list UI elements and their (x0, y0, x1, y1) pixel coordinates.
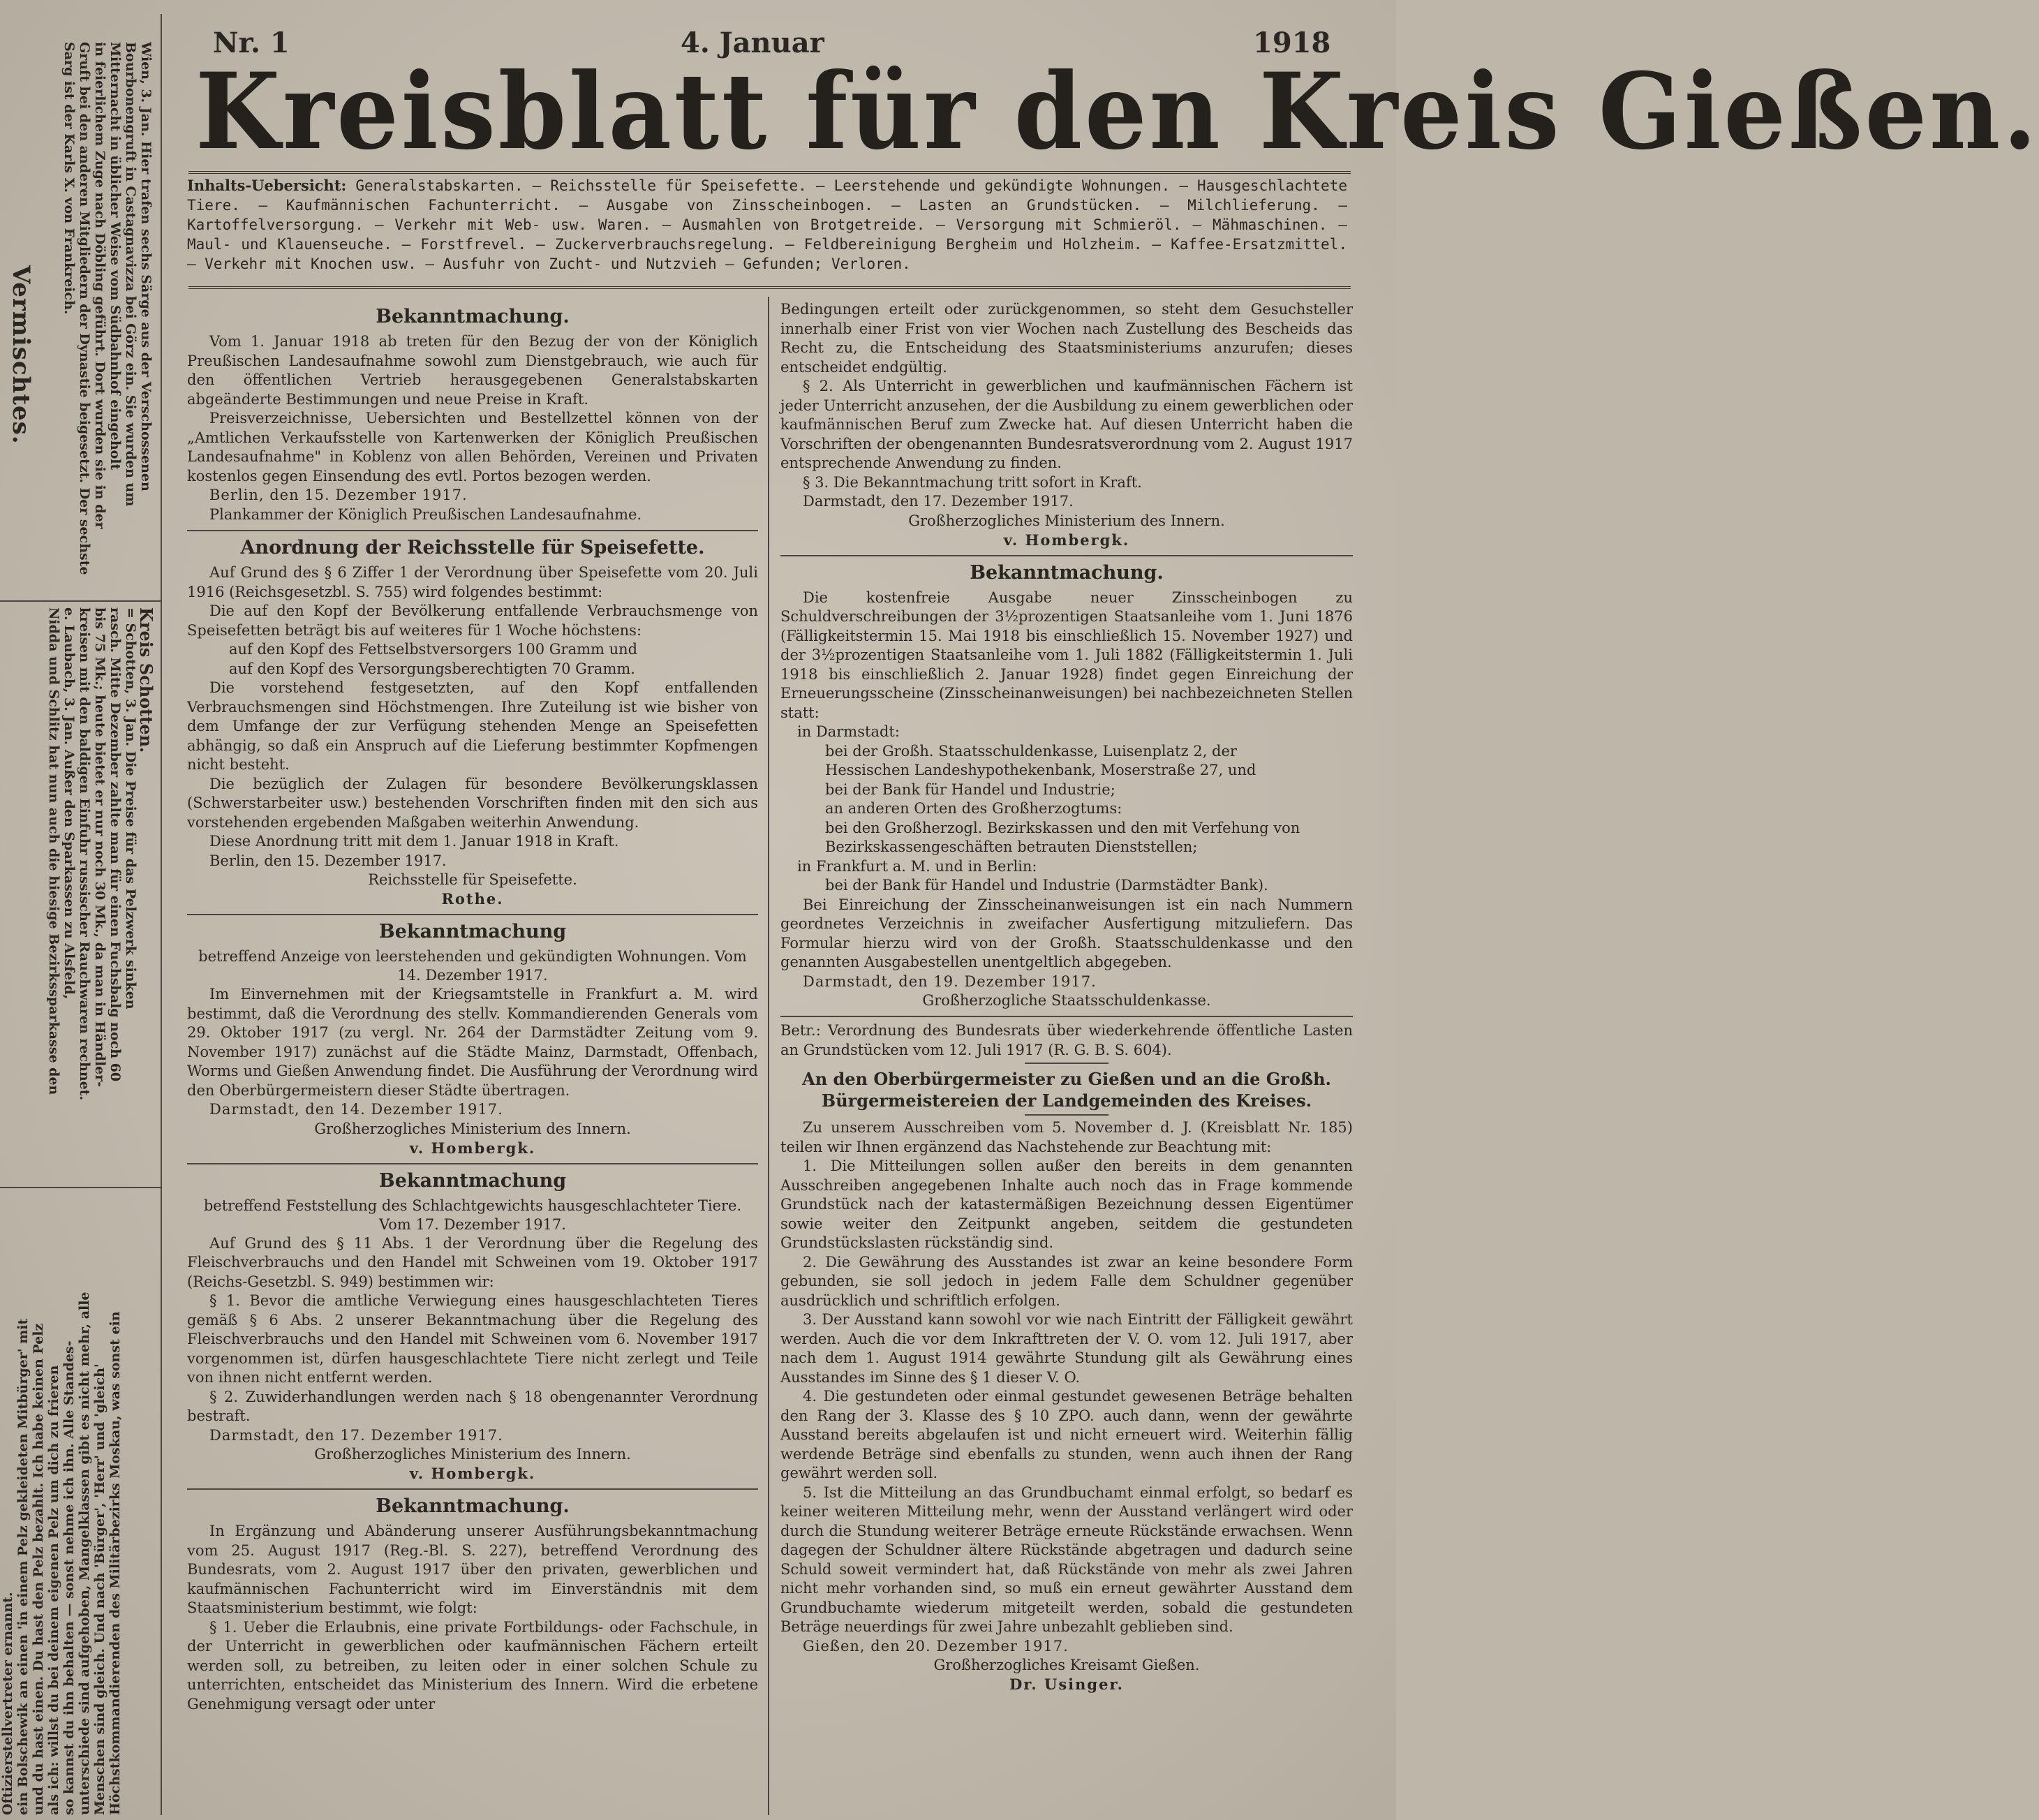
list-line: bei der Bank für Handel und Industrie (Darmstädter Bank). (825, 877, 1268, 894)
notice-speisefette (187, 535, 758, 908)
notice-zinsscheinbogen (780, 561, 1353, 1011)
paragraph: Die auf den Kopf der Bevölkerung entfallende Verbrauchsmenge von Speisefetten beträgt bis auf weiteres für 1 Woche höchstens: (187, 602, 758, 639)
section-divider (780, 555, 1353, 556)
list-line: Bezirkskassengeschäften betrauten Dienststellen; (825, 838, 1198, 855)
sidebar-line: e. Laubach, 3. Jan. Außer den Sparkassen zu Alsfeld, (61, 607, 77, 1000)
signer: Großherzogliches Ministerium des Innern. (314, 1446, 631, 1463)
notice-title: An den Oberbürgermeister zu Gießen und an die Großh. Bürgermeistereien der Landgemeinden des Kreises. (802, 1069, 1331, 1111)
list-line: auf den Kopf des Versorgungsberechtigten 70 Gramm. (229, 660, 635, 677)
list-line: an anderen Orten des Großherzogtums: (825, 800, 1122, 817)
section-divider (780, 1016, 1353, 1017)
paragraph: Bei Einreichung der Zinsscheinanweisungen ist ein nach Nummern geordnetes Verzeichnis in zweifacher Ausfertigung mitzuliefern. Das Formular hierzu wird von der Großh. Staatsschuldenkasse und den genannten Ausgabestellen unentgeltlich abgegeben. (780, 896, 1353, 970)
subject-line: Betr.: Verordnung des Bundesrats über wiederkehrende öffentliche Lasten an Grundstücken vom 12. Juli 1917 (R. G. B. S. 604). (780, 1022, 1353, 1058)
sidebar-line: Menschen sind gleich. Und nach 'Bürger', 'Herr' und 'gleich' (92, 1363, 107, 1815)
sidebar-line: Sarg ist der Karls X. von Frankreich. (61, 42, 77, 315)
paragraph: Die bezüglich der Zulagen für besondere Bevölkerungsklassen (Schwerstarbeiter usw.) bestehenden Vorschriften finden mit den sich aus vorstehenden ergebenden Maßgaben weiterhin Anwendung. (187, 775, 758, 831)
sidebar-block-moskau (0, 1194, 161, 1815)
place-date: Darmstadt, den 17. Dezember 1917. (803, 493, 1074, 510)
paragraph: Preisverzeichnisse, Uebersichten und Bestellzettel können von der „Amtlichen Verkaufsstelle von Kartenwerken der Königlich Preußischen Landesaufnahme" in Koblenz von allen Behörden, Vereinen und Privaten kostenlos gegen Einsendung des evtl. Portos bezogen werden. (187, 410, 758, 484)
left-column (187, 300, 758, 1714)
paragraph: Im Einvernehmen mit der Kriegsamtstelle in Frankfurt a. M. wird bestimmt, daß die Verordnung des stellv. Kommandierenden Generals vom 29. Oktober 1917 (zu vergl. Nr. 264 der Darmstädter Zeitung vom 9. November 1917) zunächst auf die Städte Mainz, Darmstadt, Offenbach, Worms und Gießen Anwendung findet. Die Ausführung der Verordnung wird den Oberbürgermeistern dieser Städte übertragen. (187, 986, 758, 1099)
masthead-rule (188, 171, 1351, 174)
sidebar-line: Kreis Schotten. (136, 607, 156, 753)
right-column (780, 300, 1353, 1694)
paragraph: 3. Der Ausstand kann sowohl vor wie nach Eintritt der Fälligkeit gewährt werden. Auch die vor dem Inkrafttreten der V. O. vom 12. Juli 1917, aber nach dem 1. August 1914 gewährte Stundung gilt als Gewährung eines Ausstandes im Sinne des § 1 dieser V. O. (780, 1311, 1353, 1386)
paragraph: Die vorstehend festgesetzten, auf den Kopf entfallenden Verbrauchsmengen sind Höchstmengen. Ihre Zuteilung ist wie bisher von dem Umfange der zur Verfügung stehenden Menge an Speisefetten abhängig, so daß ein Anspruch auf die Lieferung bestimmter Kopfmengen nicht besteht. (187, 679, 758, 773)
notice-title: Bekanntmachung. (376, 306, 570, 327)
list-line: bei der Großh. Staatsschuldenkasse, Luisenplatz 2, der (825, 742, 1237, 760)
paragraph: 1. Die Mitteilungen sollen außer den bereits in dem genannten Ausschreiben angegebenen Inhalte auch noch das in Frage kommende Grundstück nach der katastermäßigen Bezeichnung dessen Eigentümer sowie weiter den Zeitpunkt angeben, seitdem die gestundeten Grundstückslasten rückständig sind. (780, 1157, 1353, 1251)
sidebar-line: rasch. Mitte Dezember zahlte man für einen Fuchsbalg noch 60 (107, 607, 123, 1082)
notice-title: Bekanntmachung (378, 921, 567, 942)
signer: Großherzogliches Ministerium des Innern. (908, 512, 1225, 529)
sidebar-line: = Schotten, 3. Jan. Die Preise für das Pelzwerk sinken (123, 607, 138, 1009)
sidebar-line: unterschiede sind aufgehoben, Mangelklassen gibt es nicht mehr, alle (77, 1292, 92, 1815)
notice-title: Anordnung der Reichsstelle für Speisefette. (240, 537, 705, 558)
notice-wohnungen (187, 919, 758, 1157)
paragraph: § 1. Ueber die Erlaubnis, eine private Fortbildungs- oder Fachschule, in der Unterricht in gewerblichen oder kaufmännischen Fächern erteilt werden soll, zu betreiben, zu leiten oder in einer solchen Schule zu unterrichten, entscheidet das Ministerium des Innern. Wird die erbetene Genehmigung versagt oder unter (187, 1618, 758, 1712)
paragraph: § 3. Die Bekanntmachung tritt sofort in Kraft. (803, 473, 1142, 491)
sidebar-line: Mitternacht in üblicher Weise vom Südbahnhof eingeholt (107, 42, 123, 471)
list-line: in Darmstadt: (797, 723, 900, 740)
notice-title: Bekanntmachung. (376, 1495, 570, 1517)
sidebar-line: Bourbonengruft in Castagnavizza bei Görz ein. Sie wurden um (123, 42, 138, 507)
issue-date: 4. Januar (681, 27, 824, 59)
place-date: Darmstadt, den 14. Dezember 1917. (209, 1101, 503, 1118)
sidebar-line: so kannst du ihn behalten — sonst nehme ich ihn. Alle Standes- (61, 1340, 77, 1815)
signer: Reichsstelle für Speisefette. (368, 871, 577, 888)
signer-name: v. Hombergk. (1003, 531, 1130, 549)
signer-name: Dr. Usinger. (1009, 1675, 1124, 1693)
paragraph: Auf Grund des § 6 Ziffer 1 der Verordnung über Speisefette vom 20. Juli 1916 (Reichsgesetzbl. S. 755) wird folgendes bestimmt: (187, 564, 758, 600)
contents-rule (188, 286, 1351, 289)
paragraph: Zu unserem Ausschreiben vom 5. November d. J. (Kreisblatt Nr. 185) teilen wir Ihnen ergänzend das Nachstehende zur Beachtung mit: (780, 1119, 1353, 1155)
paragraph: Auf Grund des § 11 Abs. 1 der Verordnung über die Regelung des Fleischverbrauchs und den Handel mit Schweinen vom 19. Oktober 1917 (Reichs-Gesetzbl. S. 949) bestimmen wir: (187, 1234, 758, 1290)
paragraph: § 1. Bevor die amtliche Verwiegung eines hausgeschlachteten Tieres gemäß § 6 Abs. 2 unserer Bekanntmachung über die Regelung des Fleischverbrauchs und den Handel mit Schweinen vom 6. November 1917 vorgenommen ist, dürfen hausgeschlachtete Tiere nicht zerlegt und Teile von ihnen nicht entfernt werden. (187, 1292, 758, 1386)
short-rule (1025, 1114, 1109, 1116)
signer-name: v. Hombergk. (409, 1139, 536, 1157)
place-date: Berlin, den 15. Dezember 1917. (209, 852, 447, 869)
signer: Plankammer der Königlich Preußischen Landesaufnahme. (209, 505, 642, 523)
sidebar-line: als ich: willst du bei deinem eigenen Pelz um dich zu frieren (46, 1365, 61, 1815)
sidebar-divider (0, 1187, 161, 1188)
notice-generalstabskarten (187, 304, 758, 524)
paragraph: § 2. Als Unterricht in gewerblichen und kaufmännischen Fächern ist jeder Unterricht anzusehen, der die Ausbildung zu einem gewerblichen oder kaufmännischen Beruf zum Zwecke hat. Auf diesen Unterricht haben die Vorschriften der obengenannten Bundesratsverordnung vom 2. August 1917 entsprechende Anwendung zu finden. (780, 378, 1353, 471)
list-line: in Frankfurt a. M. und in Berlin: (797, 857, 1037, 875)
contents-text: Generalstabskarten. — Reichsstelle für Speisefette. — Leerstehende und gekündigte Wohnungen. — Hausgeschlachtete Tiere. — Kaufmännischen Fachunterricht. — Ausgabe von Zinsscheinbogen. — Lasten an Grundstücken. — Milchlieferung. — Kartoffelversorgung. — Verkehr mit Web- usw. Waren. — Ausmahlen von Brotgetreide. — Versorgung mit Schmieröl. — Mähmaschinen. — Maul- und Klauenseuche. — Forstfrevel. — Zuckerverbrauchsregelung. — Feldbereinigung Bergheim und Holzheim. — Kaffee-Ersatzmittel. — Verkehr mit Knochen usw. — Ausfuhr von Zucht- und Nutzvieh — Gefunden; Verloren. (187, 177, 1347, 272)
list-line: bei den Großherzogl. Bezirkskassen und den mit Verfehung von (825, 819, 1300, 836)
paragraph: Diese Anordnung tritt mit dem 1. Januar 1918 in Kraft. (209, 833, 619, 850)
paragraph: § 2. Zuwiderhandlungen werden nach § 18 obengenannter Verordnung bestraft. (187, 1388, 758, 1424)
place-date: Gießen, den 20. Dezember 1917. (803, 1637, 1069, 1655)
notice-fachunterricht (187, 1494, 758, 1714)
place-date: Darmstadt, den 17. Dezember 1917. (209, 1426, 503, 1444)
sidebar-vermischtes: Vermischtes. Wien, 3. Jan. Hier trafen sechs Särge aus der Verschossenen Bourbonengruft in Castagnavizza bei Görz ein. Sie wurden um Mitternacht in üblicher Weise vom Südbahnhof eingeholt in feierlichem Zuge nach Döbling geführt. Dort wurden sie in der Gruft bei den anderen Mitgliedern der Dynastie beigesetzt. Der sechste Sarg ist der Karls X. von Frankreich. Kreis Schotten. = Schotten, 3. Jan. Die Preise für das Pelzwerk sinken rasch. Mitte Dezember zahlte man für einen Fuchsbalg noch 60 bis 75 Mk.; heute bietet er nur noch 30 Mk., da man in Händler- kreisen mit den baldigen Einfuhr russischer Rauchwaren rechnet. e. Laubach, 3. Jan. Außer den Sparkassen zu Alsfeld, Nidda und Schlitz hat nun auch die hiesige Bezirkssparkasse den Oftizierstellvertreter ernannt. ein Bolschewik an einen 'in einem Pelz gekleideten Mitbürger' mit und du hast einen. Du hast den Pelz bezahlt. Ich habe keinen Pelz als ich: willst du bei deinem eigenen Pelz um dich zu frieren so kannst du ihn behalten — sonst nehme ich ihn. Alle Standes- unterschiede sind aufgehoben, Mangelklassen gibt es nicht mehr, alle Menschen sind gleich. Und nach 'Bürger', 'Herr' und 'gleich' Höchstkommandierenden des Militärbezirks Moskau, was sonst ein (0, 14, 162, 1815)
paragraph: 2. Die Gewährung des Ausstandes ist zwar an keine besondere Form gebunden, sie soll jedoch in jedem Falle dem Schuldner gegenüber ausdrücklich und schriftlich erfolgen. (780, 1253, 1353, 1309)
notice-subtitle: betreffend Anzeige von leerstehenden und gekündigten Wohnungen. Vom 14. Dezember 1917. (198, 948, 747, 984)
paragraph: Vom 1. Januar 1918 ab treten für den Bezug der von der Königlich Preußischen Landesaufnahme sowohl zum Dienstgebrauch, wie auch für den öffentlichen Vertrieb herausgegebenen Generalstabskarten abgeänderte Bestimmungen und neue Preise in Kraft. (187, 333, 758, 408)
section-divider (187, 1163, 758, 1164)
notice-schlachtgewicht (187, 1169, 758, 1484)
sidebar-line: Gruft bei den anderen Mitgliedern der Dynastie beigesetzt. Der sechste (77, 42, 92, 575)
short-rule (1025, 1063, 1109, 1064)
notice-subtitle: betreffend Feststellung des Schlachtgewichts hausgeschlachteter Tiere. Vom 17. Dezember 1917. (203, 1197, 742, 1233)
paragraph: Die kostenfreie Ausgabe neuer Zinsscheinbogen zu Schuldverschreibungen der 3½prozentigen Staatsanleihe vom 1. Juni 1876 (Fälligkeitstermin 15. Mai 1918 bis einschließlich 15. November 1927) und der 3½prozentigen Staatsanleihe vom 1. Juli 1882 (Fälligkeitstermin 1. Juli 1918 bis einschließlich 2. Januar 1928) findet gegen Einreichung der Erneuerungsscheine (Zinsscheinanweisungen) bei nachbezeichneten Stellen statt: (780, 589, 1353, 721)
sidebar-line: bis 75 Mk.; heute bietet er nur noch 30 Mk., da man in Händler- (92, 607, 107, 1088)
signer-name: v. Hombergk. (409, 1465, 536, 1482)
section-divider (187, 914, 758, 915)
list-line: auf den Kopf des Fettselbstversorgers 100 Gramm und (229, 641, 638, 658)
place-date: Darmstadt, den 19. Dezember 1917. (803, 972, 1097, 990)
table-of-contents (187, 176, 1347, 274)
sidebar-line: kreisen mit den baldigen Einfuhr russischer Rauchwaren rechnet. (77, 607, 92, 1101)
place-date: Berlin, den 15. Dezember 1917. (209, 487, 468, 503)
list-line: bei der Bank für Handel und Industrie; (825, 780, 1115, 798)
signer: Großherzogliches Kreisamt Gießen. (933, 1657, 1200, 1673)
notice-grundstueckslasten (780, 1021, 1353, 1694)
sidebar-line: Nidda und Schlitz hat nun auch die hiesige Bezirkssparkasse den (46, 607, 61, 1095)
column-divider (768, 297, 769, 1815)
paragraph: 5. Ist die Mitteilung an das Grundbuchamt einmal erfolgt, so bedarf es keiner weiteren Mitteilung mehr, wenn der Ausstand verlängert wird oder durch die Stundung weiterer Beträge erneute Rückstände erwachsen. Wenn dagegen der Schuldner ältere Rückstände abgetragen und dadurch seine Schuld soweit vermindert hat, daß Rückstände von mehr als zwei Jahren nicht mehr vorhanden sind, so muß ein erneut gewährter Ausstand dem Grundbuchamte wiederum mitgeteilt werden, sobald die gestundeten Beträge neuerdings für zwei Jahre unbezahlt geblieben sind. (780, 1484, 1353, 1635)
sidebar-line: Höchstkommandierenden des Militärbezirks Moskau, was sonst ein (107, 1311, 123, 1815)
notice-fachunterricht-continued (780, 300, 1353, 549)
notice-title: Bekanntmachung. (970, 561, 1164, 584)
sidebar-block-schotten (0, 607, 161, 1180)
signer: Großherzogliche Staatsschuldenkasse. (922, 992, 1211, 1009)
sidebar-line: ein Bolschewik an einen 'in einem Pelz gekleideten Mitbürger' mit (15, 1318, 31, 1815)
sidebar-block-wien (0, 42, 161, 600)
paragraph: 4. Die gestundeten oder einmal gestundet gewesenen Beträge behalten den Rang der 3. Klasse des § 10 ZPO. auch dann, wenn der gewährte Ausstand bereits abgelaufen ist und nicht erneuert wird. Weiterhin fällig werdende Beträge sind ebenfalls zu stunden, wenn auch ihnen der Rang gewährt werden soll. (780, 1388, 1353, 1481)
sidebar-line: Oftizierstellvertreter ernannt. (0, 1592, 15, 1815)
section-divider (187, 1488, 758, 1490)
paragraph: Bedingungen erteilt oder zurückgenommen, so steht dem Gesuchsteller innerhalb einer Frist von vier Wochen nach Zustellung des Bescheids das Recht zu, die Entscheidung des Staatsministeriums anzurufen; dieses entscheidet endgültig. (780, 301, 1353, 376)
newspaper-title: Kreisblatt für den Kreis Gießen. (195, 50, 2039, 173)
list-line: Hessischen Landeshypothekenbank, Moserstraße 27, und (825, 762, 1256, 778)
sidebar-line: Wien, 3. Jan. Hier trafen sechs Särge aus der Verschossenen (138, 42, 154, 491)
signer: Großherzogliches Ministerium des Innern. (314, 1120, 631, 1137)
signer-name: Rothe. (441, 890, 504, 908)
paragraph: In Ergänzung und Abänderung unserer Ausführungsbekanntmachung vom 25. August 1917 (Reg.-Bl. S. 227), betreffend Verordnung des Bundesrats, vom 2. August 1917 über den privaten, gewerblichen und kaufmännischen Fachunterricht wird im Einverständnis mit dem Staatsministerium bestimmt, wie folgt: (187, 1523, 758, 1616)
section-divider (187, 530, 758, 531)
issue-year: 1918 (1253, 27, 1331, 59)
sidebar-line: in feierlichem Zuge nach Döbling geführt. Dort wurden sie in der (92, 42, 107, 529)
notice-title: Bekanntmachung (378, 1169, 567, 1192)
contents-label: Inhalts-Uebersicht: (187, 177, 347, 194)
issue-number: Nr. 1 (213, 27, 290, 59)
sidebar-line: und du hast einen. Du hast den Pelz bezahlt. Ich habe keinen Pelz (31, 1323, 46, 1815)
sidebar-divider (0, 600, 161, 602)
